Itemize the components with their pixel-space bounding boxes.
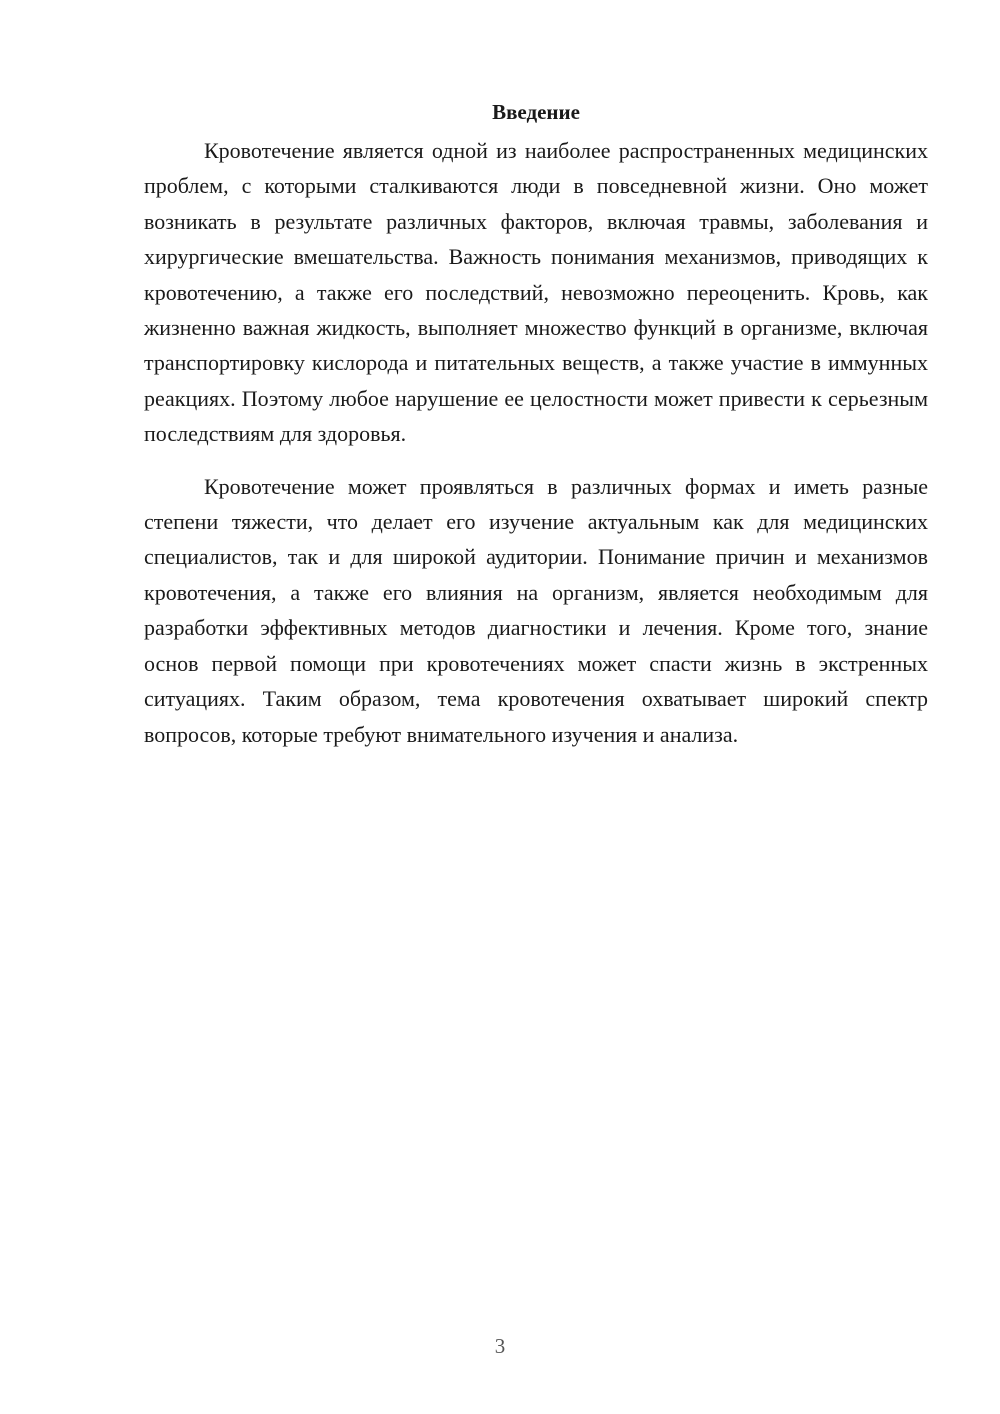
page-body bbox=[144, 97, 928, 752]
section-heading: Введение bbox=[492, 100, 580, 124]
page-number: 3 bbox=[494, 1334, 506, 1358]
paragraph-1: Кровотечение является одной из наиболее распространенных медицинских проблем, с которыми сталкиваются люди в повседневной жизни. Оно может возникать в результате различных факторов, включая травмы, заболевания и хирургические вмешательства. Важность понимания механизмов, приводящих к кровотечению, а также его последствий, невозможно переоценить. Кровь, как жизненно важная жидкость, выполняет множество функций в организме, включая транспортировку кислорода и питательных веществ, а также участие в иммунных реакциях. Поэтому любое нарушение ее целостности может привести к серьезным последствиям для здоровья. bbox=[144, 138, 928, 447]
paragraph-2: Кровотечение может проявляться в различных формах и иметь разные степени тяжести, что делает его изучение актуальным как для медицинских специалистов, так и для широкой аудитории. Понимание причин и механизмов кровотечения, а также его влияния на организм, является необходимым для разработки эффективных методов диагностики и лечения. Кроме того, знание основ первой помощи при кровотечениях может спасти жизнь в экстренных ситуациях. Таким образом, тема кровотечения охватывает широкий спектр вопросов, которые требуют внимательного изучения и анализа. bbox=[144, 473, 928, 747]
